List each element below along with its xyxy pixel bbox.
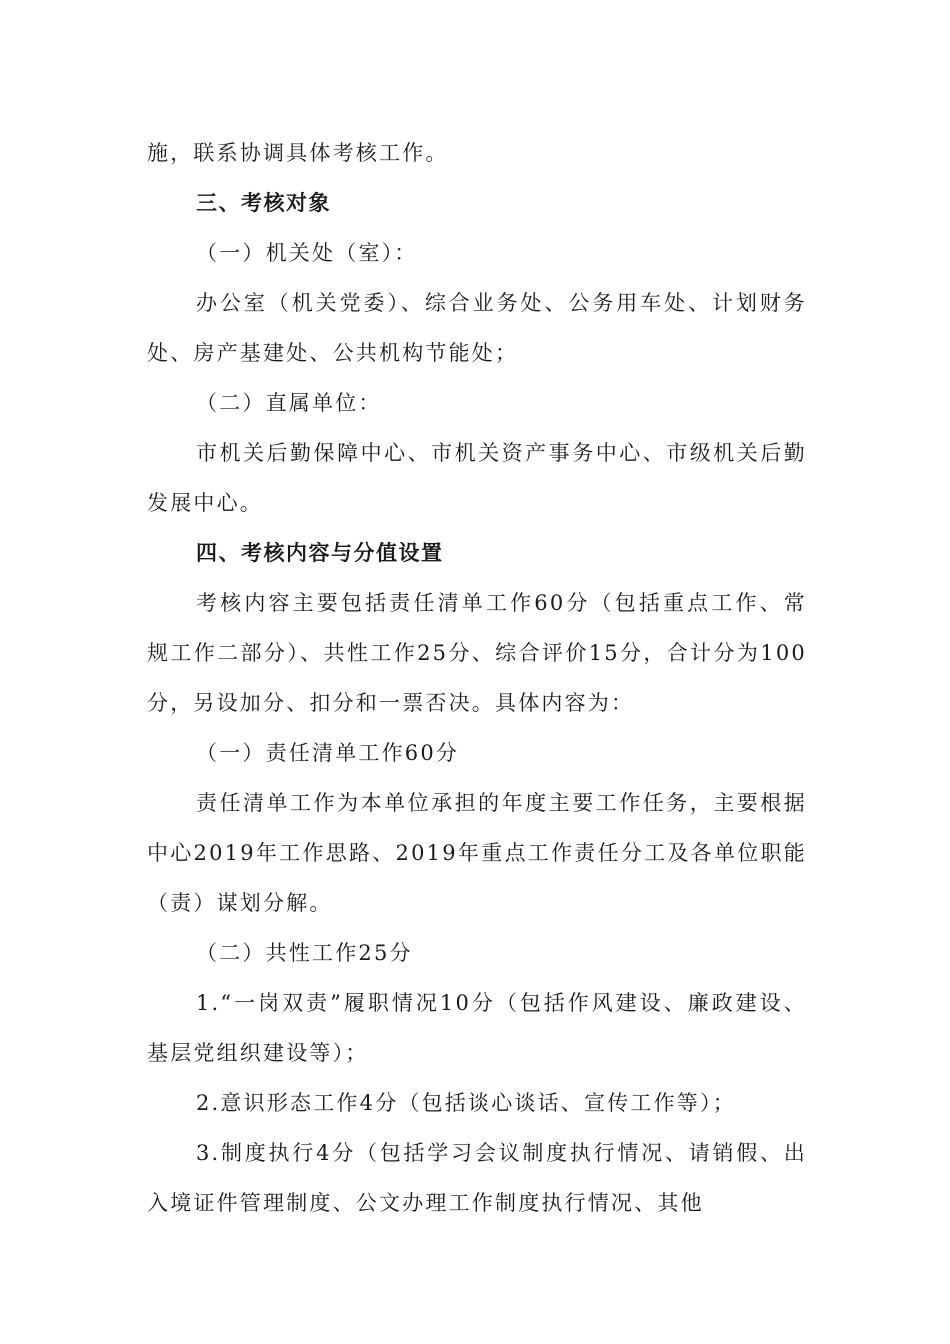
document-body [147, 128, 807, 1228]
affiliated-units-list: 市机关后勤保障中心、市机关资产事务中心、市级机关后勤发展中心。 [147, 441, 807, 515]
office-departments-list: 办公室（机关党委）、综合业务处、公务用车处、计划财务处、房产基建处、公共机构节能处； [147, 291, 807, 365]
content-and-scores-intro: 考核内容主要包括责任清单工作60分（包括重点工作、常规工作二部分）、共性工作25分、综合评价15分，合计分为100分，另设加分、扣分和一票否决。具体内容为： [147, 591, 807, 715]
subsection-title-office-departments: （一）机关处（室）： [196, 241, 418, 265]
common-work-point-1: 1.“一岗双责”履职情况10分（包括作风建设、廉政建设、基层党组织建设等）； [147, 991, 807, 1065]
item-title-common-work: （二）共性工作25分 [196, 941, 413, 965]
item-title-responsibility-list: （一）责任清单工作60分 [196, 741, 460, 765]
continuation-paragraph: 施，联系协调具体考核工作。 [147, 141, 449, 165]
subsection-title-affiliated-units: （二）直属单位： [196, 391, 382, 415]
section-heading-content-and-scores: 四、考核内容与分值设置 [196, 541, 444, 565]
common-work-point-2: 2.意识形态工作4分（包括谈心谈话、宣传工作等）； [196, 1091, 736, 1115]
section-heading-assessment-targets: 三、考核对象 [196, 191, 331, 215]
common-work-point-3: 3.制度执行4分（包括学习会议制度执行情况、请销假、出入境证件管理制度、公文办理工作制度执行情况、其他 [147, 1141, 807, 1215]
responsibility-list-description: 责任清单工作为本单位承担的年度主要工作任务，主要根据中心2019年工作思路、2019年重点工作责任分工及各单位职能（责）谋划分解。 [147, 791, 807, 915]
